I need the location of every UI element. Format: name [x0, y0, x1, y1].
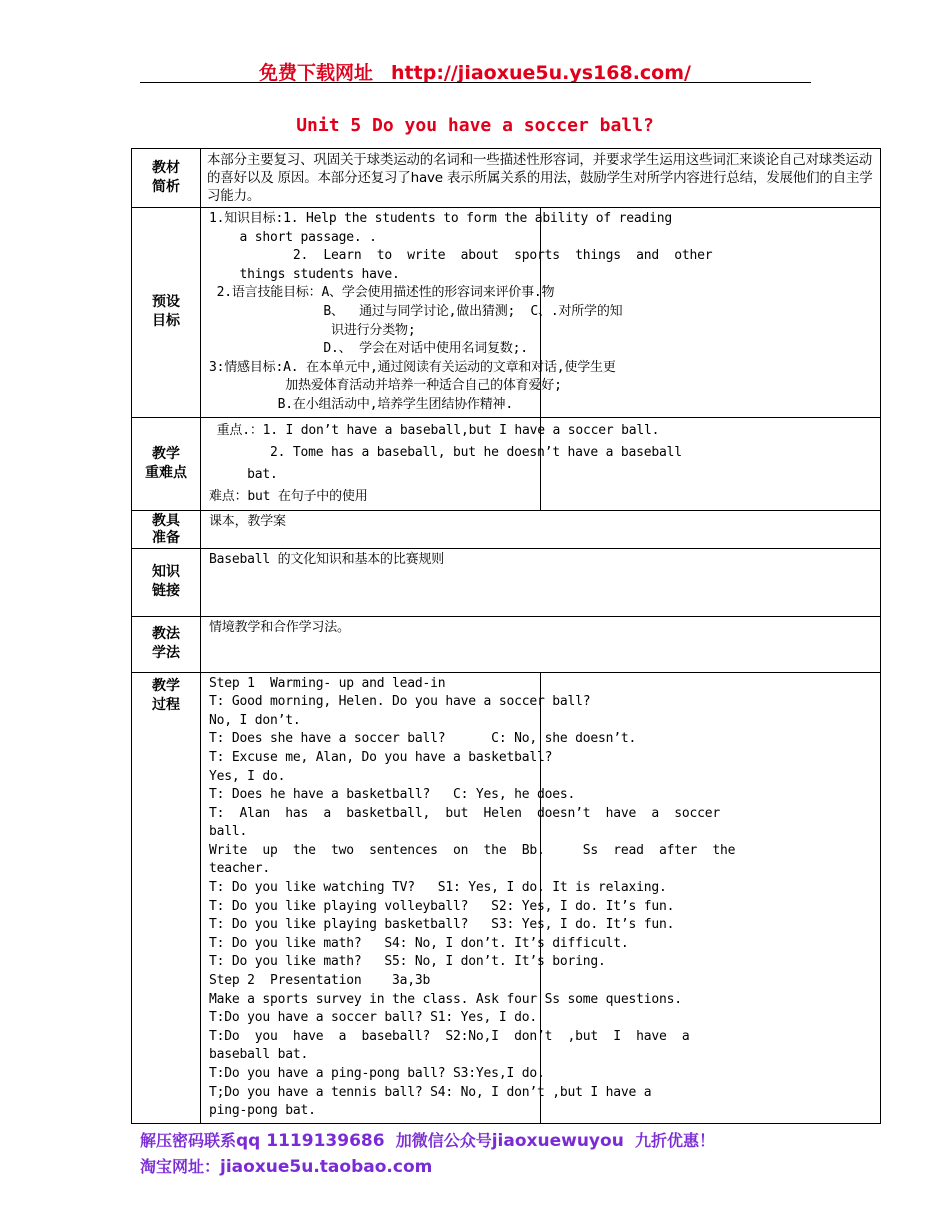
process-line: T:Do you have a ping-pong ball? S3:Yes,I do. [209, 1066, 545, 1081]
table-row-analysis [132, 149, 881, 208]
process-line: teacher. [209, 861, 271, 877]
process-line: Write up the two sentences on the Bb. Ss read after the [209, 842, 736, 858]
goal-line: 2. Learn to write about sports things and other [209, 248, 713, 264]
process-line: T:Do you have a baseball? S2:No,I don’t ,but I have a [209, 1028, 690, 1044]
process-line: T:Do you have a soccer ball? S1: Yes, I do. [209, 1010, 537, 1026]
keypoints-content [201, 417, 682, 510]
process-line: Step 1 Warming- up and lead-in [209, 675, 446, 691]
row-label-goals: 预设 目标 [132, 208, 201, 418]
goal-line: B、 通过与同学讨论,做出猜测; C、.对所学的知 [209, 303, 623, 319]
process-line: ping-pong bat. [209, 1103, 316, 1119]
process-line: Step 2 Presentation 3a,3b [209, 973, 431, 989]
header-download-link[interactable] [0, 58, 950, 85]
header-url[interactable]: http://jiaoxue5u.ys168.com/ [391, 62, 691, 84]
row-label-knowledge: 知识 链接 [132, 548, 201, 616]
goals-content [201, 208, 713, 418]
goal-line: things students have. [209, 266, 400, 282]
goal-line: 1.知识目标:1. Help the students to form the ability of reading [209, 211, 673, 226]
footer-line-1 [140, 1128, 715, 1154]
header-label: 免费下载网址 [259, 62, 374, 84]
process-line: T: Does she have a soccer ball? C: No, she doesn’t. [209, 731, 637, 747]
lesson-plan-table [131, 148, 881, 1124]
table-row-tools [132, 510, 881, 548]
footer-contact [140, 1128, 715, 1180]
footer-text: 解压密码联系 [140, 1131, 237, 1150]
goal-line: D.、 学会在对话中使用名词复数;. [209, 341, 528, 357]
footer-text: 九折优惠！ [634, 1131, 715, 1150]
goal-line: 3:情感目标:A. 在本单元中,通过阅读有关运动的文章和对话,使学生更 [209, 359, 616, 375]
table-row-keypoints [132, 417, 881, 510]
process-line: T: Good morning, Helen. Do you have a soccer ball? [209, 694, 591, 710]
footer-taobao-link[interactable]: jiaoxue5u.taobao.com [220, 1157, 433, 1177]
analysis-text: 本部分主要复习、巩固关于球类运动的名词和一些描述性形容词，并要求学生运用这些词汇来谈论自己对球类运动的喜好以及 原因。本部分还复习了have 表示所属关系的用法，鼓励学生对所学内容进行总结，发展他们的自主学习能力。 [201, 149, 881, 208]
process-line: T: Excuse me, Alan, Do you have a basketball? [209, 749, 553, 765]
row-label-process: 教学 过程 [132, 672, 201, 1123]
process-line: T;Do you have a tennis ball? S4: No, I don’t ,but I have a [209, 1084, 652, 1100]
keypoint-line: 2. Tome has a baseball, but he doesn’t have a baseball [209, 444, 682, 460]
footer-qq: qq 1119139686 [236, 1131, 385, 1151]
process-line: T: Alan has a basketball, but Helen doesn’t have a soccer [209, 805, 720, 821]
tools-text: 课本，教学案 [201, 510, 881, 548]
process-line: Yes, I do. [209, 768, 286, 784]
table-row-methods [132, 616, 881, 672]
goal-line: 2.语言技能目标：A、学会使用描述性的形容词来评价事.物 [209, 285, 555, 301]
process-line: ball. [209, 824, 248, 840]
table-row-process [132, 672, 881, 1123]
table-row-knowledge [132, 548, 881, 616]
keypoint-line: 重点.：1. I don’t have a baseball,but I have a soccer ball. [209, 422, 660, 438]
keypoint-line: bat. [209, 466, 278, 482]
goal-line: a short passage. . [209, 229, 377, 245]
table-row-goals [132, 208, 881, 418]
knowledge-text: Baseball 的文化知识和基本的比赛规则 [201, 548, 881, 616]
process-line: Make a sports survey in the class. Ask four Ss some questions. [209, 991, 682, 1007]
row-label-keypoints: 教学 重难点 [132, 417, 201, 510]
footer-text: 加微信公众号 [395, 1131, 492, 1150]
footer-text: 淘宝网址： [140, 1157, 221, 1176]
process-line: T: Do you like watching TV? S1: Yes, I do. It is relaxing. [209, 880, 667, 896]
row-label-methods: 教法 学法 [132, 616, 201, 672]
process-line: T: Does he have a basketball? C: Yes, he does. [209, 787, 576, 803]
keypoint-line: 难点：but 在句子中的使用 [209, 488, 368, 504]
process-line: T: Do you like math? S4: No, I don’t. It’s difficult. [209, 935, 629, 951]
process-content [201, 672, 736, 1123]
process-line: No, I don’t. [209, 712, 301, 728]
goal-line: 识进行分类物; [209, 322, 416, 338]
process-line: T: Do you like playing volleyball? S2: Yes, I do. It’s fun. [209, 898, 675, 914]
process-line: baseball bat. [209, 1047, 309, 1063]
goal-line: 加热爱体育活动并培养一种适合自己的体育爱好; [209, 378, 562, 394]
process-line: T: Do you like math? S5: No, I don’t. It’s boring. [209, 954, 606, 970]
footer-line-2 [140, 1154, 715, 1180]
page-title: Unit 5 Do you have a soccer ball? [296, 115, 654, 136]
goal-line: B.在小组活动中,培养学生团结协作精神. [209, 396, 513, 412]
row-label-analysis: 教材 简析 [132, 149, 201, 208]
header-divider [140, 82, 811, 83]
row-label-tools: 教具 准备 [132, 510, 201, 548]
methods-text: 情境教学和合作学习法。 [201, 616, 881, 672]
process-line: T: Do you like playing basketball? S3: Yes, I do. It’s fun. [209, 917, 675, 933]
footer-wechat: jiaoxuewuyou [491, 1131, 624, 1151]
